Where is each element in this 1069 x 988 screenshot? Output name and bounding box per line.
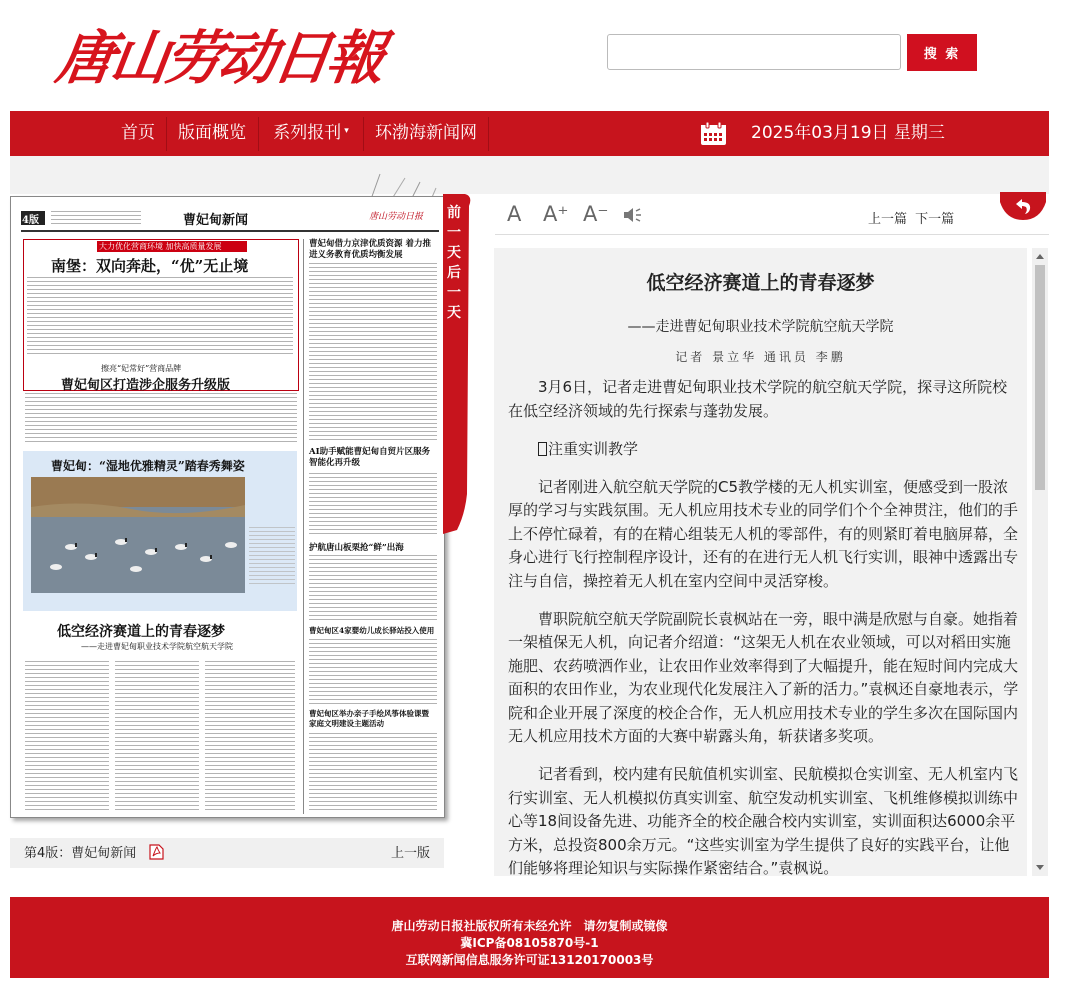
headline-ai-assistant: AI助手赋能曹妃甸自贸片区服务智能化再升级 <box>309 447 431 468</box>
main-nav <box>10 111 1049 156</box>
section-title: 曹妃甸新闻 <box>183 213 249 228</box>
column-rule <box>303 239 304 814</box>
font-decrease-button[interactable]: A⁻ <box>583 202 609 226</box>
footer-license: 互联网新闻信息服务许可证13120170003号 <box>405 953 654 967</box>
tab-next-day-char[interactable]: 后 <box>447 265 461 281</box>
article-paragraph: 曹职院航空航天学院副院长袁枫站在一旁，眼中满是欣慰与自豪。她指着一架植保无人机，向记者介绍道：“这架无人机在农业领域，可以对稻田实施施肥、农药喷洒作业，让农田作业效率得到了大幅提升，能在短时间内完成大面积的农田作业，为农业现代化发展注入了新的活力。”袁枫还自豪地表示，学院和企业开展了深度的校企合作，无人机应用技术专业的学生多次在国际国内无人机应用技术方面的大赛中崭露头角，斩获诸多奖项。 <box>508 609 1019 745</box>
kicker-text: 擦亮“妃常好”营商品牌 <box>101 364 182 373</box>
article-text-block <box>309 639 437 705</box>
page-number: 4版 <box>22 215 39 226</box>
article-text-block <box>27 277 293 357</box>
footer-copyright: 唐山劳动日报社版权所有未经允许 请勿复制或镜像 <box>391 919 668 933</box>
footer-icp: 冀ICP备08105870号-1 <box>460 936 599 950</box>
article-text-block <box>205 661 295 811</box>
headline-infant-stations: 曹妃甸区4家婴幼儿成长驿站投入使用 <box>309 626 435 635</box>
article-paragraph: 记者看到，校内建有民航值机实训室、民航模拟仓实训室、无人机室内飞行实训室、无人机模拟仿真实训室、航空发动机实训室、飞机维修模拟训练中心等18间设备先进、功能齐全的校企融合校内实训室，实训面积达6000余平方米，总投资800余万元。“这些实训室为学生提供了良好的实践平台，让他们能够将理论知识与实际操作紧密结合。”袁枫说。 <box>508 765 1019 877</box>
article-section-heading <box>508 438 1019 462</box>
headline-kite-event: 曹妃甸区举办亲子手绘风筝体验课暨家庭文明建设主题活动 <box>309 709 429 728</box>
prev-article-link[interactable]: 上一篇 <box>868 212 908 227</box>
font-increase-button[interactable]: A⁺ <box>543 202 569 226</box>
headline-service: 曹妃甸区打造涉企服务升级版 <box>61 378 231 393</box>
article-text-block <box>115 661 199 811</box>
site-logo[interactable] <box>52 8 386 96</box>
article-text-block <box>309 555 437 621</box>
newspaper-page-image[interactable] <box>10 196 445 818</box>
article-title: 低空经济赛道上的青春逐梦 <box>646 272 875 294</box>
next-article-link[interactable]: 下一篇 <box>915 212 955 227</box>
tab-prev-day-char[interactable]: 一 <box>447 225 461 241</box>
tab-prev-day-char[interactable]: 前 <box>447 205 461 221</box>
scroll-thumb[interactable] <box>1035 265 1045 490</box>
scroll-down-arrow-icon[interactable] <box>1036 865 1044 870</box>
current-date: 2025年03月19日 星期三 <box>751 123 945 143</box>
article-text-block <box>309 263 437 443</box>
article-text-block <box>25 393 297 443</box>
article-nav <box>868 208 954 227</box>
article-scrollbar[interactable] <box>1032 248 1048 876</box>
masthead-rule <box>21 230 439 232</box>
article-paragraph: 3月6日，记者走进曹妃甸职业技术学院的航空航天学院，探寻这所院校在低空经济领域的先行探索与蓬勃发展。 <box>508 378 1008 420</box>
article-text-block <box>309 473 437 537</box>
headline-low-altitude-sub: ——走进曹妃甸职业技术学院航空航天学院 <box>81 642 233 651</box>
article-content[interactable] <box>494 248 1027 876</box>
headline-chestnut: 护航唐山板栗抢“鲜”出海 <box>309 543 404 553</box>
search-button[interactable]: 搜 索 <box>907 34 977 71</box>
nav-bohai-news[interactable]: 环渤海新闻网 <box>375 123 477 143</box>
nav-page-overview[interactable]: 版面概览 <box>178 123 246 143</box>
caret-down-icon: ▾ <box>344 126 349 136</box>
calendar-icon[interactable] <box>700 122 727 146</box>
article-subtitle: ——走进曹妃甸职业技术学院航空航天学院 <box>627 319 894 335</box>
page-footer-bar <box>10 838 444 868</box>
cranes-photo <box>31 477 245 593</box>
tab-prev-day-char[interactable]: 天 <box>447 245 461 261</box>
masthead-logo: 唐山劳动日报 <box>369 212 424 222</box>
masthead-info <box>51 211 141 227</box>
section-heading-text: 注重实训教学 <box>548 439 639 458</box>
speaker-icon[interactable] <box>623 206 643 224</box>
nav-series-label: 系列报刊 <box>273 123 342 143</box>
svg-text:唐山劳动日報: 唐山劳动日報 <box>52 23 386 92</box>
nav-divider <box>488 117 489 151</box>
tab-next-day-char[interactable]: 天 <box>447 305 461 321</box>
article-toolbar <box>495 196 1049 235</box>
site-footer <box>10 897 1049 978</box>
back-button[interactable] <box>1000 192 1046 222</box>
article-text-block <box>309 733 437 811</box>
red-banner-text: 大力优化营商环境 加快高质量发展 <box>99 242 222 251</box>
missing-glyph-icon <box>538 442 547 456</box>
article-body <box>508 376 1019 895</box>
search-input[interactable] <box>607 34 901 70</box>
headline-nanbao: 南堡：双向奔赴，“优”无止境 <box>51 257 249 275</box>
article-byline: 记者 景立华 通讯员 李鹏 <box>675 350 846 364</box>
prev-page-link[interactable]: 上一版 <box>390 846 430 861</box>
headline-wetland: 曹妃甸：“湿地优雅精灵”踏春秀舞姿 <box>51 459 245 473</box>
photo-caption <box>249 527 295 587</box>
article-paragraph: 记者刚进入航空航天学院的C5教学楼的无人机实训室，便感受到一股浓厚的学习与实践氛围。无人机应用技术专业的同学们个个全神贯注，他们的手上不停忙碌着，有的在精心组装无人机的零部件，有的则紧盯着电脑屏幕，全身心进行飞行控制程序设计，还有的在进行无人机飞行实训，眼神中透露出专注与自信，操控着无人机在室内空间中灵活穿梭。 <box>508 477 1019 590</box>
tab-next-day-char[interactable]: 一 <box>447 285 461 301</box>
nav-home[interactable]: 首页 <box>121 123 155 143</box>
scroll-up-arrow-icon[interactable] <box>1036 254 1044 259</box>
article-text-block <box>25 661 109 811</box>
headline-education: 曹妃甸借力京津优质资源 着力推进义务教育优质均衡发展 <box>309 239 431 260</box>
pdf-icon[interactable] <box>149 844 164 860</box>
headline-low-altitude: 低空经济赛道上的青春逐梦 <box>57 624 225 640</box>
page-label[interactable]: 第4版：曹妃甸新闻 <box>24 846 137 861</box>
font-reset-button[interactable]: A <box>507 202 522 226</box>
nav-series-publications[interactable] <box>259 111 363 156</box>
